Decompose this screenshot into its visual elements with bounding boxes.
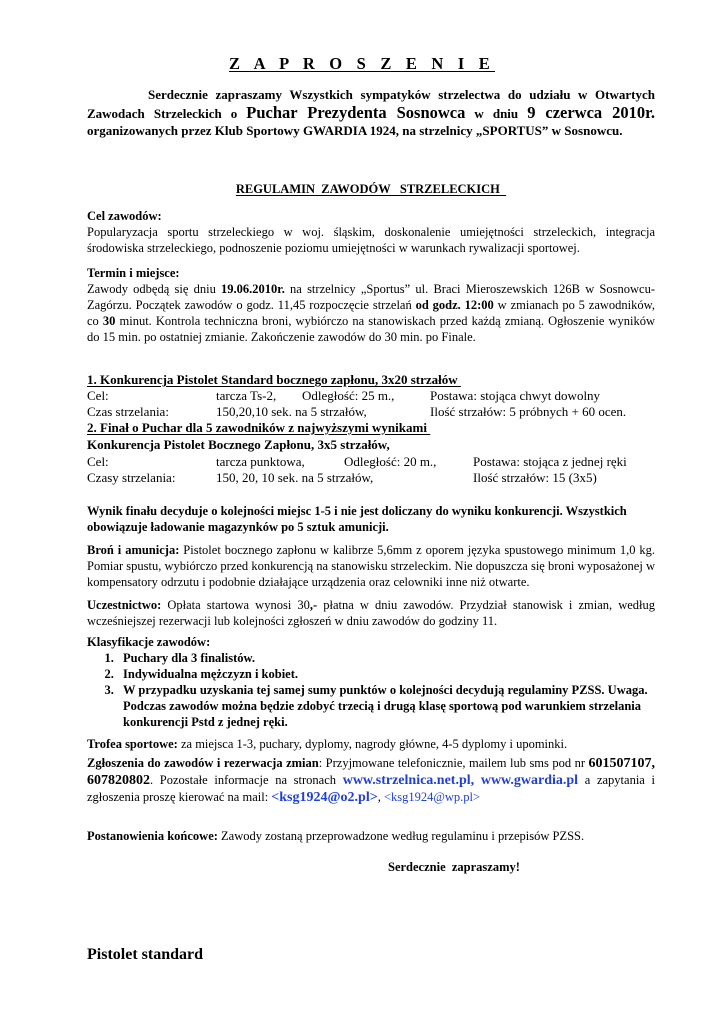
- invitation-intro: [87, 86, 655, 140]
- comp1-time: 150,20,10 sek. na 5 strzałów,: [216, 404, 367, 419]
- registration-text-2: . Pozostałe informacje na stronach: [150, 773, 343, 787]
- registration-label: Zgłoszenia do zawodów i rezerwacja zmian: [87, 756, 319, 770]
- weapons-section: [87, 542, 655, 590]
- classification-list: [87, 650, 655, 730]
- comp2-position: Postawa: stojąca z jednej ręki: [473, 454, 627, 469]
- comp1-target: tarcza Ts-2,: [216, 388, 277, 403]
- participation-section: [87, 597, 655, 629]
- registration-section: [87, 755, 655, 806]
- term-text-1: Zawody odbędą się dniu: [87, 282, 222, 296]
- competition-2-heading: 2. Finał o Puchar dla 5 zawodników z najwyższymi wynikami: [87, 420, 431, 435]
- comp2-shots: Ilość strzałów: 15 (3x5): [473, 470, 597, 485]
- event-date: 9 czerwca 2010r.: [527, 102, 656, 122]
- comp2-target: tarcza punktowa,: [216, 454, 305, 469]
- cup-name: Puchar Prezydenta Sosnowca: [246, 102, 466, 122]
- list-item: 1. Puchary dla 3 finalistów.: [117, 650, 655, 666]
- classification-section: [87, 634, 655, 730]
- competition-2-subheading: Konkurencja Pistolet Bocznego Zapłonu, 3x5 strzałów,: [87, 437, 390, 452]
- trophies-section: [87, 736, 655, 752]
- list-item: 3. W przypadku uzyskania tej samej sumy punktów o kolejności decydują regulaminy PZSS. Uwaga. Podczas zawodów można będzie zdobyć trzecią i drugą klasę sportową pod warunkiem strzelania konkurencji Pstd z jednej ręki.: [117, 682, 655, 730]
- closing-text: Serdecznie zapraszamy!: [388, 860, 520, 874]
- term-date: 19.06.2010r.: [221, 282, 285, 296]
- term-start-time: od godz. 12:00: [415, 298, 494, 312]
- list-item: 2. Indywidualna mężczyzn i kobiet.: [117, 666, 655, 682]
- intro-text-1: Serdecznie zapraszamy Wszystkich sympatyków strzelectwa do udziału w Otwartych Zawodach Strzeleckich o: [87, 87, 655, 121]
- final-provisions-label: Postanowienia końcowe:: [87, 829, 218, 843]
- document-title: Z A P R O S Z E N I E: [229, 54, 495, 73]
- term-text-4: minut. Kontrola techniczna broni, wybiórczo na stanowiskach przed każdą zmianą. Ogłoszenie wyników do 15 min. po ostatniej zmianie. Zakończenie zawodów do 30 min. po Finale.: [87, 314, 655, 344]
- regulations-title: REGULAMIN ZAWODÓW STRZELECKICH: [235, 182, 507, 196]
- comp2-distance: Odległość: 20 m.,: [344, 454, 437, 469]
- intro-text-3: organizowanych przez Klub Sportowy GWARDIA 1924, na strzelnicy „SPORTUS” w Sosnowcu.: [87, 123, 623, 138]
- comp1-target-label: Cel:: [87, 388, 109, 403]
- term-text: [87, 281, 655, 345]
- final-provisions-text: Zawody zostaną przeprowadzone według regulaminu i przepisów PZSS.: [217, 829, 585, 843]
- participation-fee-suffix: ,-: [309, 598, 318, 612]
- term-interval: 30: [102, 314, 116, 328]
- final-note: Wynik finału decyduje o kolejności miejsc 1-5 i nie jest doliczany do wyniku konkurencji. Wszystkich obowiązuje ładowanie magazynków po 5 sztuk amunicji.: [87, 504, 627, 534]
- competition-1-heading: 1. Konkurencja Pistolet Standard bocznego zapłonu, 3x20 strzałów: [87, 372, 461, 387]
- goal-text: Popularyzacja sportu strzeleckiego w woj. śląskim, doskonalenie umiejętności strzeleckich, integracja środowiska strzeleckiego, podnoszenie poziomu umiejętności w warunkach rywalizacji sportowej.: [87, 225, 655, 255]
- comp1-distance: Odległość: 25 m.,: [302, 388, 395, 403]
- link-strzelnica[interactable]: www.strzelnica.net.pl,: [342, 773, 475, 788]
- comp1-time-label: Czas strzelania:: [87, 404, 169, 419]
- final-provisions-section: [87, 828, 655, 844]
- registration-text-4: ,: [377, 790, 384, 804]
- comp1-shots: Ilość strzałów: 5 próbnych + 60 ocen.: [430, 404, 627, 419]
- goal-label: Cel zawodów:: [87, 209, 162, 223]
- phone-numbers: 601507107, 607820802: [87, 756, 655, 788]
- trophies-text: za miejsca 1-3, puchary, dyplomy, nagrody główne, 4-5 dyplomy i upominki.: [177, 737, 568, 751]
- classification-label: Klasyfikacje zawodów:: [87, 635, 211, 649]
- comp2-time-label: Czasy strzelania:: [87, 470, 176, 485]
- mail-wp-link[interactable]: <ksg1924@wp.pl>: [383, 790, 481, 804]
- goal-section: [87, 208, 655, 256]
- registration-text-1: : Przyjmowane telefonicznie, mailem lub sms pod nr: [318, 756, 589, 770]
- comp2-target-label: Cel:: [87, 454, 109, 469]
- participation-label: Uczestnictwo:: [87, 598, 162, 612]
- term-text-3: w zmianach po 5 zawodników, co: [87, 298, 655, 328]
- weapons-label: Broń i amunicja:: [87, 543, 180, 557]
- term-section: [87, 265, 655, 345]
- term-text-2: na strzelnicy „Sportus” ul. Braci Mieroszewskich 126B w Sosnowcu-Zagórzu. Początek zawodów o godz. 11,45 rozpoczęcie strzelań: [87, 282, 655, 312]
- participation-text-2: płatna w dniu zawodów. Przydział stanowisk i zmian, według wcześniejszej rezerwacji lub kolejności zgłoszeń w dniu zawodów do godziny 11.: [87, 598, 656, 628]
- mail-o2-link[interactable]: <ksg1924@o2.pl>: [271, 790, 378, 805]
- trophies-label: Trofea sportowe:: [87, 737, 178, 751]
- link-gwardia[interactable]: www.gwardia.pl: [480, 773, 579, 788]
- comp1-position: Postawa: stojąca chwyt dowolny: [430, 388, 601, 403]
- comp2-time: 150, 20, 10 sek. na 5 strzałów,: [216, 470, 374, 485]
- weapons-text: Pistolet bocznego zapłonu w kalibrze 5,6mm z oporem języka spustowego minimum 1,0 kg. Pomiar spustu, wybiórczo przed konkurencją na stanowisku strzeleckim. Nie dopuszcza się broni wyposażonej w kompensatory odrzutu i podobnie działające urządzenia oraz celowniki inne niż otwarte.: [87, 543, 655, 589]
- registration-text-3: a zapytania i zgłoszenia proszę kierować na mail:: [87, 773, 655, 804]
- footer-heading: Pistolet standard: [87, 946, 203, 963]
- participation-text-1: Opłata startowa wynosi 30: [161, 598, 310, 612]
- term-label: Termin i miejsce:: [87, 266, 180, 280]
- intro-text-2: w dniu: [474, 105, 519, 121]
